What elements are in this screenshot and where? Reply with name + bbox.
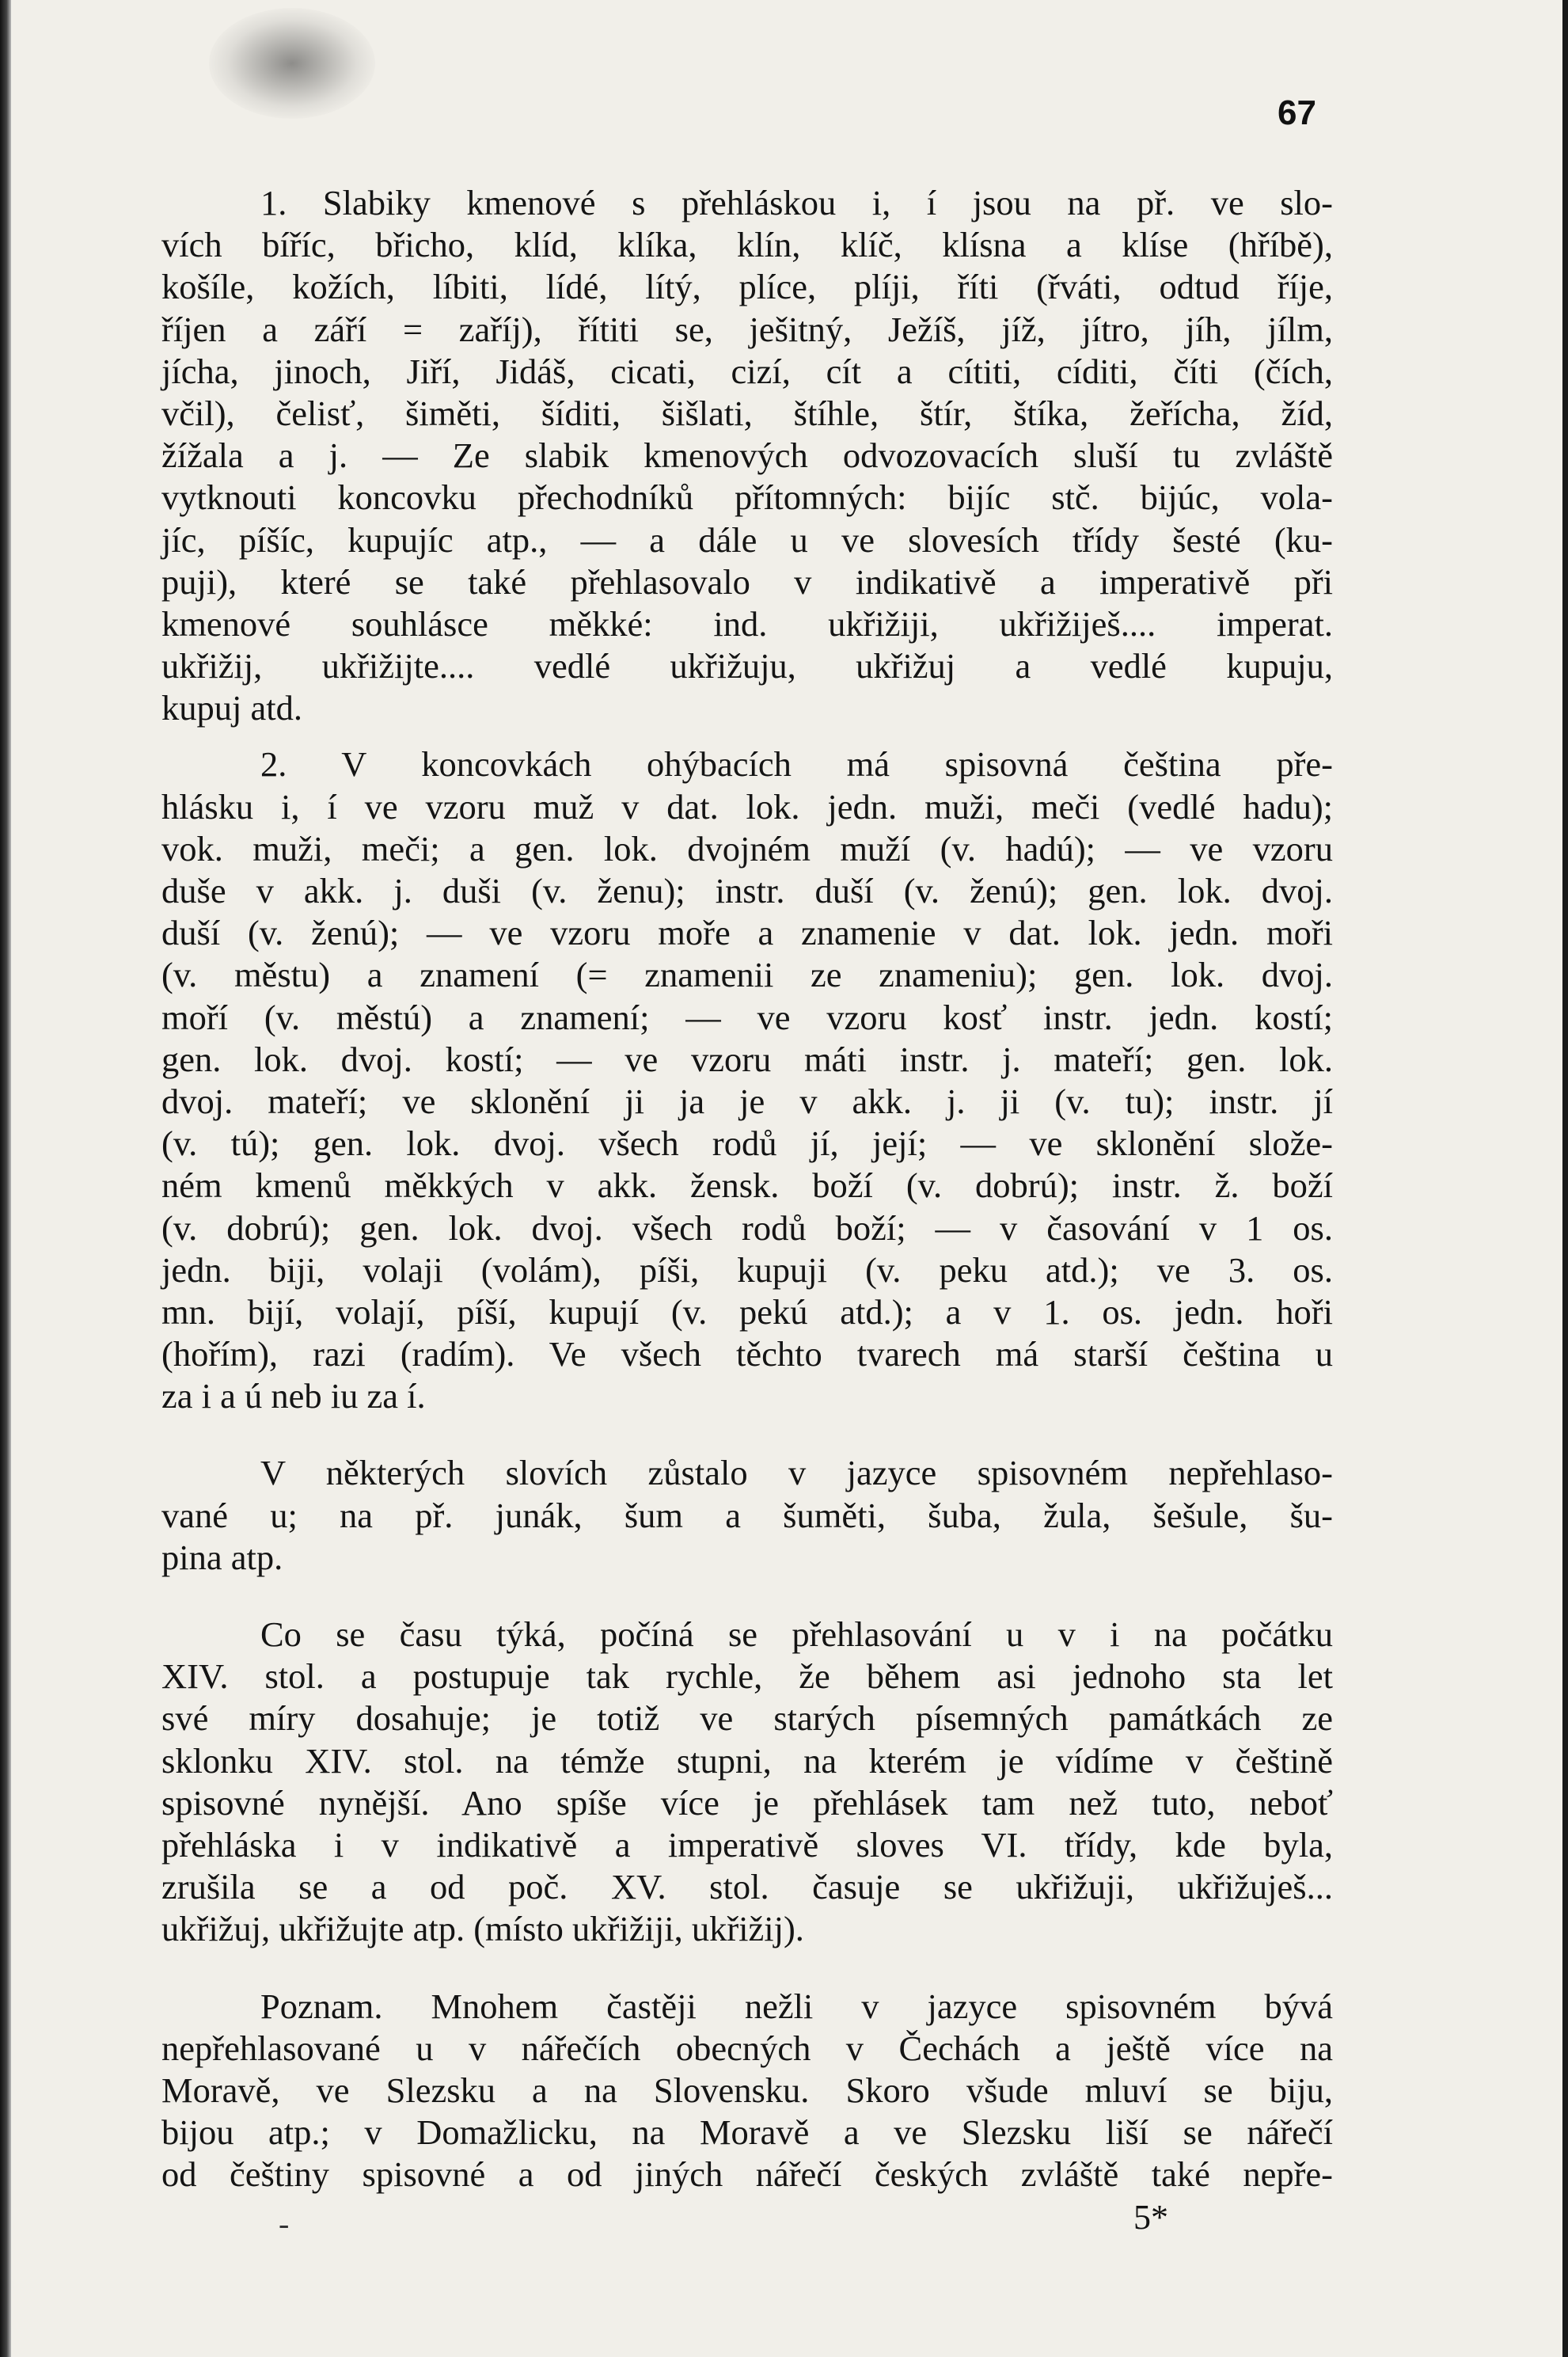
text-line: Co se času týká, počíná se přehlasování u v i na počátku — [260, 1614, 1333, 1654]
text-line: jíc, píšíc, kupujíc atp., — a dále u ve slovesích třídy šesté (ku- — [161, 519, 1333, 560]
text-line: Poznam. Mnohem častěji nežli v jazyce spisovném bývá — [260, 1986, 1333, 2026]
text-line: vané u; na př. junák, šum a šuměti, šuba, žula, šešule, šu- — [161, 1495, 1333, 1535]
paragraph-1 — [161, 182, 1333, 729]
text-line: sklonku XIV. stol. na témže stupni, na kterém je vídíme v češtině — [161, 1740, 1333, 1781]
text-line: včil), čelisť, šiměti, šíditi, šišlati, štíhle, štír, štíka, žeřícha, žíd, — [161, 393, 1333, 433]
text-line: 1. Slabiky kmenové s přehláskou i, í jsou na př. ve slo- — [260, 183, 1333, 222]
text-line: (v. městu) a znamení (= znamenii ze znameniu); gen. lok. dvoj. — [161, 955, 1333, 995]
text-line: nepřehlasované u v nářečích obecných v Čechách a ještě více na — [161, 2028, 1333, 2068]
signature-mark: 5* — [1133, 2198, 1168, 2237]
text-line: puji), které se také přehlasovalo v indikativě a imperativě při — [161, 561, 1333, 602]
text-line: hlásku i, í ve vzoru muž v dat. lok. jedn. muži, meči (vedlé hadu); — [161, 786, 1333, 827]
text-line: své míry dosahuje; je totiž ve starých písemných památkách ze — [161, 1698, 1333, 1739]
text-line: (hořím), razi (radím). Ve všech těchto tvarech má starší čeština u — [161, 1334, 1333, 1374]
text-line: jedn. biji, volaji (volám), píši, kupuji (v. peku atd.); ve 3. os. — [161, 1249, 1333, 1290]
text-line: vytknouti koncovku přechodníků přítomných: bijíc stč. bijúc, vola- — [161, 477, 1333, 518]
paragraph-3 — [161, 1452, 1333, 1579]
text-line: V některých slovích zůstalo v jazyce spisovném nepřehlaso- — [260, 1453, 1333, 1493]
text-line: pina atp. — [161, 1537, 283, 1577]
text-line: zrušila se a od poč. XV. stol. časuje se ukřižuji, ukřižuješ... — [161, 1867, 1333, 1907]
text-line: od češtiny spisovné a od jiných nářečí českých zvláště také nepře- — [161, 2154, 1333, 2195]
text-line: jícha, jinoch, Jiří, Jidáš, cicati, cizí, cít a cítiti, cíditi, číti (čích, — [161, 351, 1333, 391]
text-line: 2. V koncovkách ohýbacích má spisovná čeština pře- — [260, 744, 1333, 785]
book-page — [11, 0, 1562, 2357]
paragraph-4 — [161, 1614, 1333, 1951]
text-line: žížala a j. — Ze slabik kmenových odvozovacích sluší tu zvláště — [161, 435, 1333, 476]
text-line: ukřižuj, ukřižujte atp. (místo ukřižiji, ukřižij). — [161, 1909, 804, 1949]
text-line: (v. tú); gen. lok. dvoj. všech rodů jí, její; — ve sklonění slože- — [161, 1123, 1333, 1164]
paragraph-2 — [161, 743, 1333, 1417]
text-line: vích bíříc, břicho, klíd, klíka, klín, klíč, klísna a klíse (hříbě), — [161, 225, 1333, 265]
paragraph-5 — [161, 1986, 1333, 2196]
text-line: vok. muži, meči; a gen. lok. dvojném muží (v. hadú); — ve vzoru — [161, 828, 1333, 869]
text-line: moří (v. městú) a znamení; — ve vzoru kosť instr. jedn. kostí; — [161, 997, 1333, 1037]
text-line: spisovné nynější. Ano spíše více je přehlásek tam než tuto, neboť — [161, 1782, 1333, 1823]
text-line: duší (v. ženú); — ve vzoru moře a znamenie v dat. lok. jedn. moři — [161, 913, 1333, 953]
text-line: přehláska i v indikativě a imperativě sloves VI. třídy, kde byla, — [161, 1824, 1333, 1865]
text-line: bijou atp.; v Domažlicku, na Moravě a ve Slezsku liší se nářečí — [161, 2112, 1333, 2153]
text-line: ukřižij, ukřižijte.... vedlé ukřižuju, ukřižuj a vedlé kupuju, — [161, 646, 1333, 686]
text-line: za i a ú neb iu za í. — [161, 1376, 426, 1416]
page-right-edge — [1562, 0, 1568, 2357]
footer-mark: - — [279, 2206, 290, 2241]
page-body — [161, 182, 1333, 2195]
page-binding-edge — [0, 0, 11, 2357]
page-number: 67 — [1278, 93, 1316, 132]
text-line: kupuj atd. — [161, 688, 302, 728]
text-line: (v. dobrú); gen. lok. dvoj. všech rodů boží; — v časování v 1 os. — [161, 1207, 1333, 1248]
text-line: dvoj. mateří; ve sklonění ji ja je v akk. j. ji (v. tu); instr. jí — [161, 1081, 1333, 1121]
ink-smudge — [209, 8, 375, 119]
text-line: Moravě, ve Slezsku a na Slovensku. Skoro všude mluví se biju, — [161, 2070, 1333, 2110]
text-line: ném kmenů měkkých v akk. žensk. boží (v. dobrú); instr. ž. boží — [161, 1165, 1333, 1206]
text-line: duše v akk. j. duši (v. ženu); instr. duší (v. ženú); gen. lok. dvoj. — [161, 871, 1333, 910]
text-line: XIV. stol. a postupuje tak rychle, že během asi jednoho sta let — [161, 1656, 1333, 1697]
text-line: říjen a září = zaříj), řítiti se, ješitný, Ježíš, jíž, jítro, jíh, jílm, — [161, 309, 1333, 349]
text-line: mn. bijí, volají, píší, kupují (v. pekú atd.); a v 1. os. jedn. hoři — [161, 1291, 1333, 1332]
text-line: košíle, kožích, líbiti, lídé, lítý, plíce, plíji, říti (řváti, odtud říje, — [161, 267, 1333, 307]
text-line: kmenové souhlásce měkké: ind. ukřižiji, ukřižiješ.... imperat. — [161, 603, 1333, 644]
text-line: gen. lok. dvoj. kostí; — ve vzoru máti instr. j. mateří; gen. lok. — [161, 1039, 1333, 1079]
